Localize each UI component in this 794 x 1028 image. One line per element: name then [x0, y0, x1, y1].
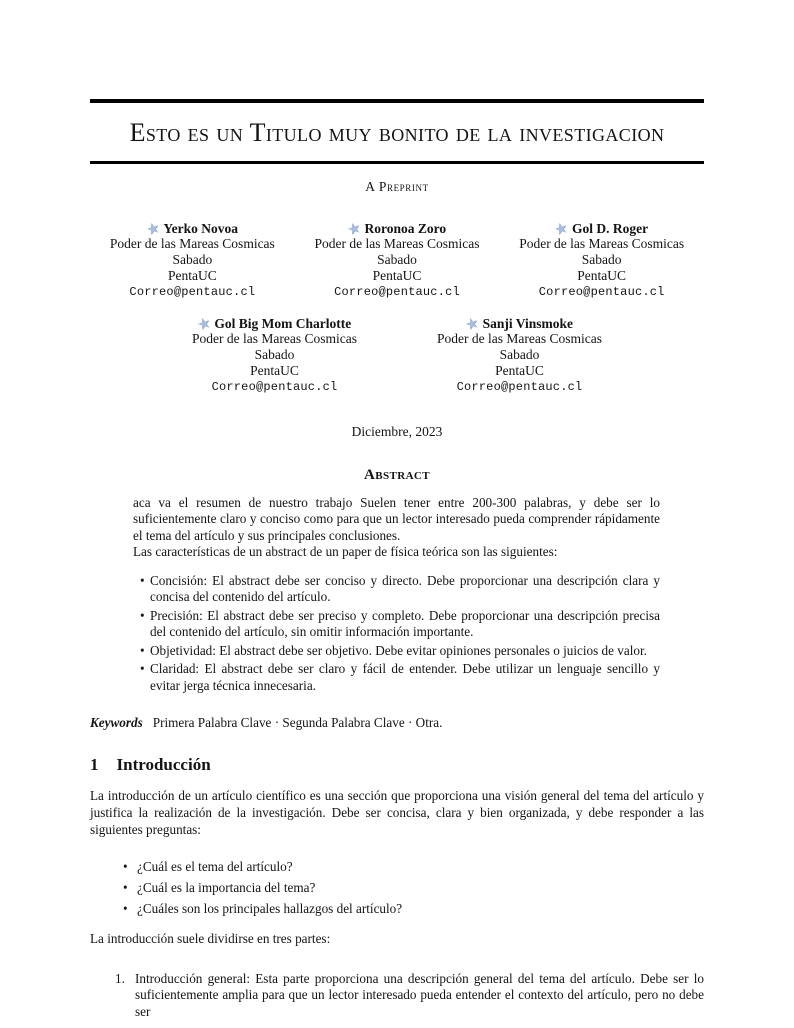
preprint-label: A Preprint [365, 178, 429, 194]
bullet-marker: • [140, 642, 145, 658]
author-email: Correo@pentauc.cl [334, 284, 460, 299]
author-name: Roronoa Zoro [364, 220, 447, 236]
intro-question-item: • ¿Cuál es el tema del artículo? [123, 858, 293, 874]
abstract-bullet-list [133, 573, 660, 695]
author-affiliation: Sabado [581, 252, 622, 268]
author-affiliation: Poder de las Mareas Cosmicas [437, 331, 602, 347]
author-email: Correo@pentauc.cl [538, 284, 665, 299]
author-name: Sanji Vinsmoke [482, 315, 574, 331]
abstract-body [133, 495, 660, 561]
keywords-line [90, 715, 704, 731]
section-title: Introducción [116, 755, 211, 775]
abstract-heading: Abstract [364, 466, 430, 483]
numbered-item: 1. Introducción general: Esta parte proporciona una descripción general del tema del artículo. Debe ser lo suficientemente amplia para que un lector interesado pueda entender el contexto del artículo, pero no debe ser [115, 970, 704, 1020]
intro-division-line: La introducción suele dividirse en tres partes: [90, 930, 331, 946]
author-block [499, 221, 704, 299]
section-heading [90, 755, 704, 775]
author-affiliation: Poder de las Mareas Cosmicas [314, 236, 480, 252]
author-email: Correo@pentauc.cl [211, 379, 338, 394]
author-name: Gol Big Mom Charlotte [214, 315, 352, 331]
paper-title: Esto es un Titulo muy bonito de la investigacion [129, 118, 665, 147]
bullet-marker: • [140, 607, 145, 623]
author-block [397, 316, 642, 394]
intro-question-item: • ¿Cuál es la importancia del tema? [123, 880, 316, 896]
bullet-marker: • [140, 572, 145, 588]
author-email: Correo@pentauc.cl [456, 379, 583, 394]
star-icon: ★ [144, 219, 161, 237]
abstract-characteristics-line: Las características de un abstract de un paper de física teórica son las siguientes: [133, 544, 558, 560]
title-bottom-rule [90, 161, 704, 164]
intro-question-list [123, 858, 704, 918]
title-top-rule [90, 99, 704, 103]
author-affiliation: Poder de las Mareas Cosmicas [192, 331, 357, 347]
author-affiliation: Poder de las Mareas Cosmicas [109, 236, 275, 252]
keywords-text: Primera Palabra Clave · Segunda Palabra Clave · Otra. [152, 715, 443, 731]
author-affiliation: Sabado [254, 347, 295, 363]
author-affiliation: Sabado [499, 347, 540, 363]
star-icon: ★ [195, 314, 212, 333]
author-email: Correo@pentauc.cl [129, 284, 256, 299]
star-icon: ★ [463, 314, 480, 333]
intro-numbered-list [115, 971, 704, 1021]
abstract-bullet-item: • Precisión: El abstract debe ser preciso y completo. Debe proporcionar una descripción precisa del contenido del artículo, sin omitir información importante. [133, 608, 660, 641]
abstract-paragraph: aca va el resumen de nuestro trabajo Suelen tener entre 200-300 palabras, y debe ser lo suficientemente claro y conciso como para que un lector interesado pueda comprender rápidamente el tema del artículo y sus principales conclusiones. [133, 494, 660, 543]
bullet-marker: • [123, 901, 128, 917]
intro-question-item: • ¿Cuáles son los principales hallazgos del artículo? [123, 901, 403, 917]
authors-row-1 [90, 221, 704, 299]
author-affiliation: PentaUC [250, 363, 299, 378]
abstract-bullet-item: • Concisión: El abstract debe ser conciso y directo. Debe proporcionar una descripción clara y concisa del contenido del artículo. [133, 573, 660, 606]
author-affiliation: Sabado [377, 252, 417, 268]
author-affiliation: PentaUC [372, 267, 422, 283]
number-marker: 1. [115, 970, 125, 986]
section-number: 1 [90, 755, 99, 775]
date-line: Diciembre, 2023 [351, 423, 443, 439]
bullet-marker: • [123, 880, 128, 896]
author-name: Gol D. Roger [571, 220, 649, 236]
author-affiliation: PentaUC [577, 267, 627, 283]
bullet-marker: • [123, 858, 128, 874]
authors-row-2 [90, 316, 704, 394]
abstract-bullet-item: • Objetividad: El abstract debe ser objetivo. Debe evitar opiniones personales o juicios de valor. [133, 643, 660, 660]
author-name: Yerko Novoa [163, 220, 238, 236]
abstract-bullet-item: • Claridad: El abstract debe ser claro y fácil de entender. Debe utilizar un lenguaje sencillo y evitar jerga técnica innecesaria. [133, 661, 660, 694]
author-block [90, 221, 295, 299]
author-affiliation: PentaUC [495, 363, 544, 378]
author-affiliation: Sabado [172, 252, 213, 268]
author-block [152, 316, 397, 394]
bullet-marker: • [140, 661, 145, 677]
keywords-label: Keywords [90, 715, 143, 731]
author-affiliation: PentaUC [167, 267, 217, 283]
author-affiliation: Poder de las Mareas Cosmicas [519, 236, 685, 252]
star-icon: ★ [553, 219, 569, 237]
star-icon: ★ [345, 219, 362, 237]
intro-paragraph: La introducción de un artículo científico es una sección que proporciona una visión general del tema del artículo y justifica la realización de la investigación. Debe ser concisa, clara y bien organizada, y debe responder a las siguientes preguntas: [90, 788, 704, 837]
author-block [295, 221, 500, 299]
